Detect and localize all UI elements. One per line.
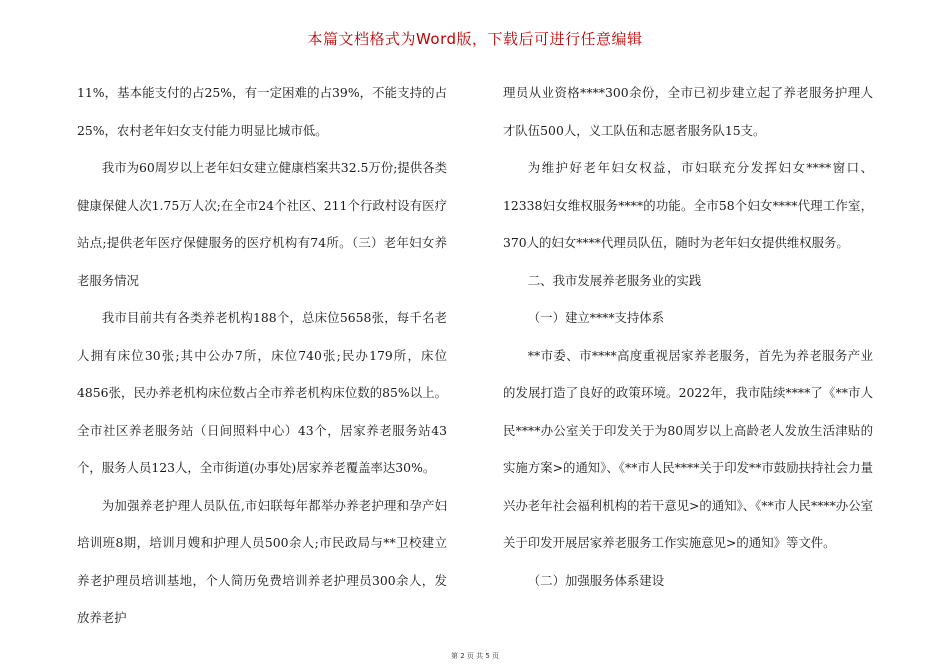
section-heading: 二、我市发展养老服务业的实践 bbox=[527, 272, 702, 288]
paragraph: 11%，基本能支付的占25%，有一定困难的占39%，不能支持的占25%，农村老年妇女支付能力明显比城市低。 bbox=[77, 85, 447, 138]
paragraph: 为加强养老护理人员队伍,市妇联每年都举办养老护理和孕产妇培训班8期，培训月嫂和护理人员500余人;市民政局与**卫校建立养老护理员培训基地，个人简历免费培训养老护理员300余人，发放养老护 bbox=[77, 497, 447, 625]
right-text-column bbox=[503, 74, 873, 599]
paragraph: 我市为60周岁以上老年妇女建立健康档案共32.5万份;提供各类健康保健人次1.75万人次;在全市24个社区、211个行政村设有医疗站点;提供老年医疗保健服务的医疗机构有74所。（三）老年妇女养老服务情况 bbox=[77, 160, 447, 288]
left-text-column bbox=[77, 74, 447, 637]
subsection-heading: （二）加强服务体系建设 bbox=[527, 572, 665, 588]
document-header-notice: 本篇文档格式为Word版，下载后可进行任意编辑 bbox=[307, 30, 643, 48]
paragraph: 为维护好老年妇女权益，市妇联充分发挥妇女****窗口、12338妇女维权服务****的功能。全市58个妇女****代理工作室，370人的妇女****代理员队伍，随时为老年妇女提供维权服务。 bbox=[503, 160, 873, 250]
paragraph: 理员从业资格****300余份，全市已初步建立起了养老服务护理人才队伍500人，义工队伍和志愿者服务队15支。 bbox=[503, 85, 873, 138]
paragraph: **市委、市****高度重视居家养老服务，首先为养老服务产业的发展打造了良好的政策环境。2022年，我市陆续****了《**市人民****办公室关于印发关于为80周岁以上高龄老人发放生活津贴的实施方案>的通知》、《**市人民****关于印发**市鼓励扶持社会力量兴办老年社会福利机构的若干意见>的通知》、《**市人民****办公室关于印发开展居家养老服务工作实施意见>的通知》等文件。 bbox=[503, 347, 873, 550]
subsection-heading: （一）建立****支持体系 bbox=[527, 310, 665, 325]
page-number-footer: 第 2 页 共 5 页 bbox=[450, 652, 500, 660]
paragraph: 我市目前共有各类养老机构188个，总床位5658张，每千名老人拥有床位30张;其中公办7所，床位740张;民办179所，床位4856张，民办养老机构床位数占全市养老机构床位数的85%以上。全市社区养老服务站（日间照料中心）43个，居家养老服务站43个，服务人员123人，全市街道(办事处)居家养老覆盖率达30%。 bbox=[77, 310, 447, 475]
